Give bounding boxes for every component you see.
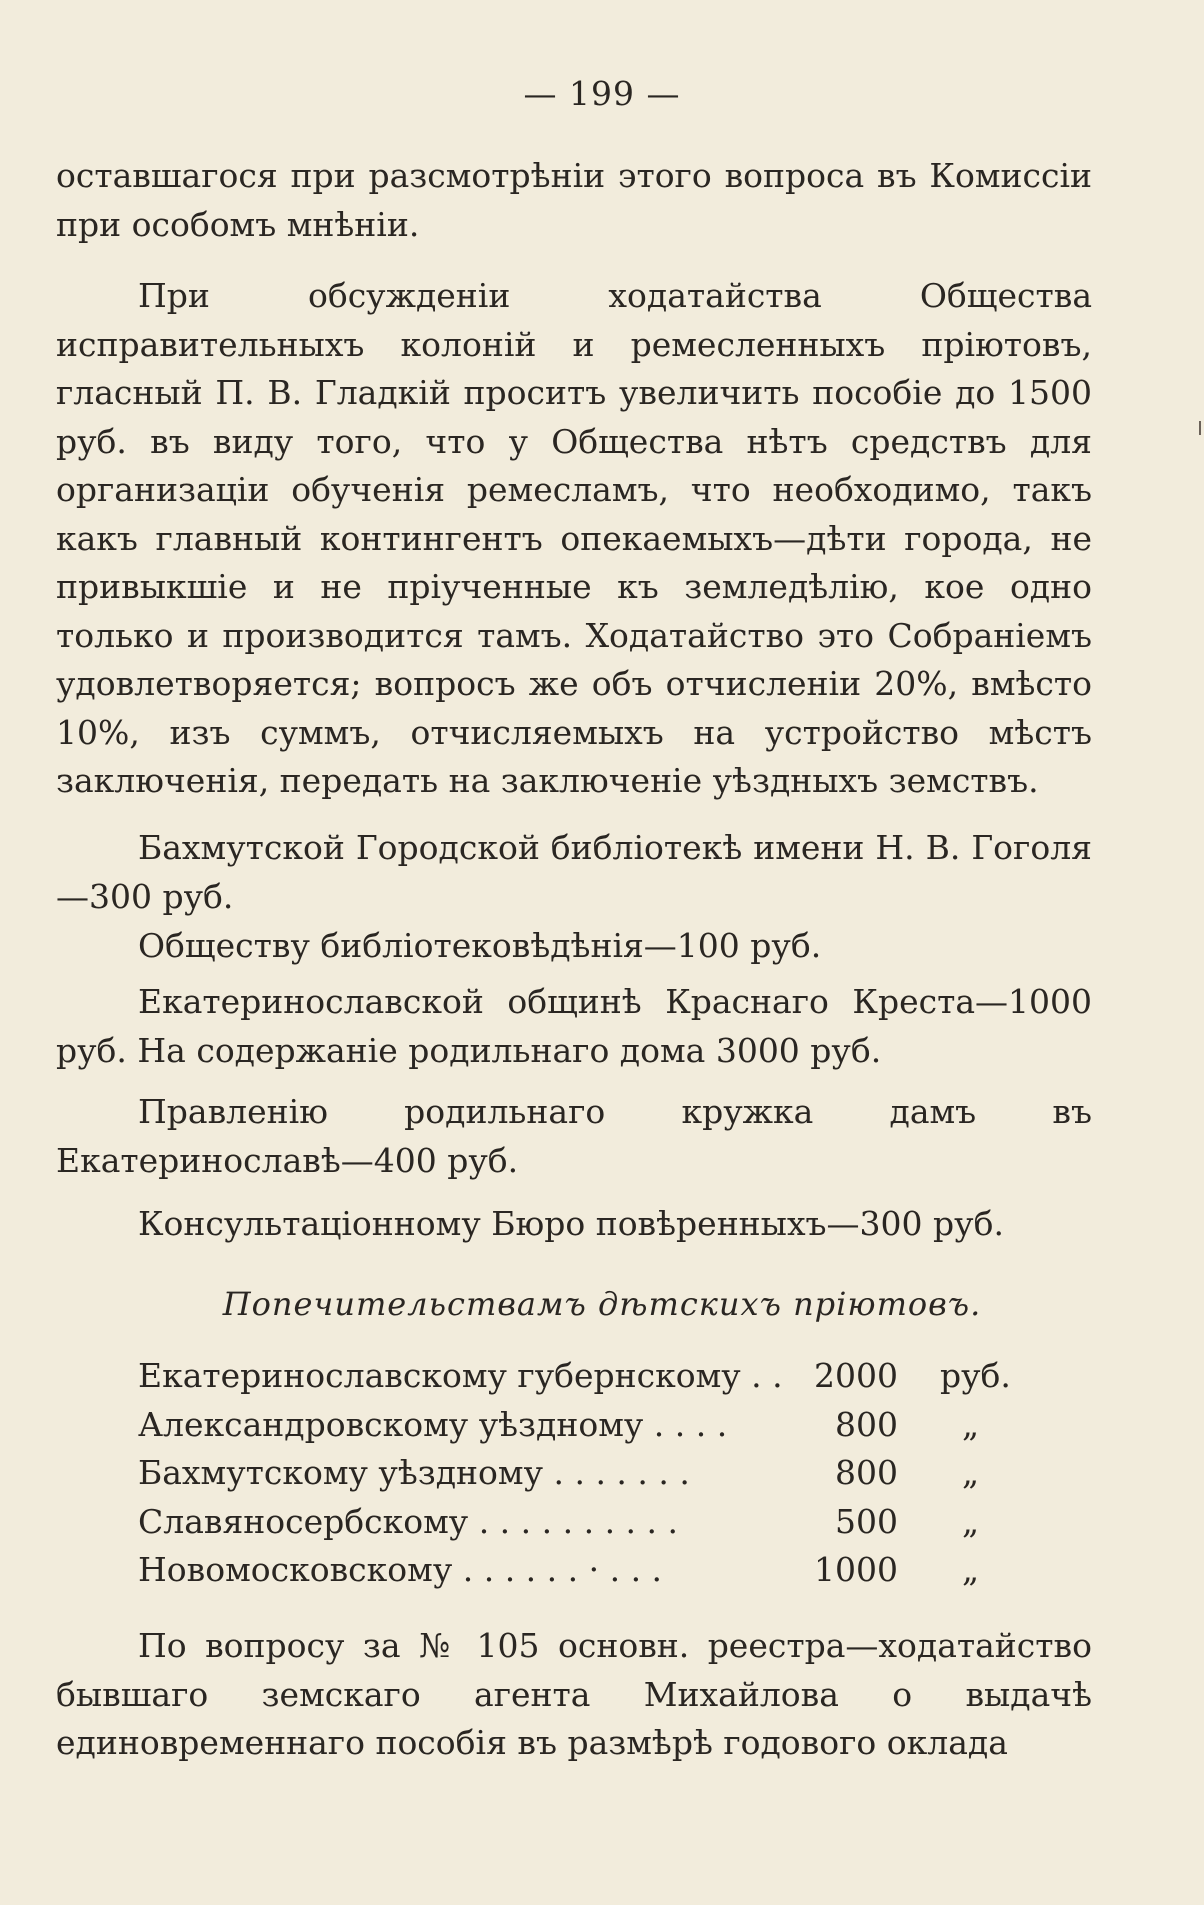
- shelter-name: Екатеринославскому губернскому . .: [138, 1356, 783, 1395]
- shelters-list: [138, 1352, 1038, 1595]
- list-item: [138, 1449, 1038, 1498]
- paragraph-library-society: Обществу библіотековѣдѣнія—100 руб.: [138, 926, 822, 965]
- shelter-unit: руб.: [940, 1356, 1011, 1395]
- shelter-name: Славяносербскому . . . . . . . . . .: [138, 1501, 679, 1541]
- paragraph-correctional-colonies: При обсужденіи ходатайства Общества исправительныхъ колоній и ремесленныхъ пріютовъ, гласный П. В. Гладкій проситъ увеличить пособіе до 1500 руб. въ виду того, что у Общества нѣтъ средствъ для организаціи обученія ремесламъ, что необходимо, такъ какъ главный контингентъ опекаемыхъ—дѣти города, не привыкшіе и не пріученные къ земледѣлію, кое одно только и производится тамъ. Ходатайство это Собраніемъ удовлетворяется; вопросъ же объ отчисленіи 20%, вмѣсто 10%, изъ суммъ, отчисляемыхъ на устройство мѣстъ заключенія, передать на заключеніе уѣздныхъ земствъ.: [56, 276, 1092, 800]
- shelter-amount: 500: [835, 1501, 898, 1541]
- paragraph-bakhmut-library: Бахмутской Городской библіотекѣ имени Н. В. Гоголя—300 руб.: [56, 828, 1092, 916]
- shelter-amount: 800: [835, 1453, 898, 1492]
- shelter-unit: „: [962, 1501, 980, 1541]
- paragraph-ladies-circle: Правленію родильнаго кружка дамъ въ Екатеринославѣ—400 руб.: [56, 1092, 1092, 1180]
- shelter-amount: 1000: [814, 1550, 898, 1589]
- paragraph-consultation-bureau: Консультаціонному Бюро повѣренныхъ—300 руб.: [138, 1204, 1004, 1243]
- list-item: [138, 1498, 1038, 1547]
- shelter-unit: „: [962, 1453, 980, 1492]
- page-number: — 199 —: [523, 74, 681, 113]
- shelter-name: Александровскому уѣздному . . . .: [138, 1404, 728, 1444]
- list-item: [138, 1401, 1038, 1450]
- shelter-amount: 800: [835, 1404, 898, 1444]
- shelter-name: Новомосковскому . . . . . . · . . .: [138, 1550, 663, 1589]
- list-item: [138, 1546, 1038, 1595]
- shelter-unit: „: [962, 1404, 980, 1444]
- shelter-unit: „: [962, 1550, 980, 1589]
- shelter-amount: 2000: [814, 1356, 898, 1395]
- shelter-name: Бахмутскому уѣздному . . . . . . .: [138, 1453, 690, 1492]
- paragraph-commission-opinion: оставшагося при разсмотрѣніи этого вопроса въ Комиссіи при особомъ мнѣніи.: [56, 156, 1092, 244]
- section-heading: Попечительствамъ дѣтскихъ пріютовъ.: [222, 1285, 982, 1323]
- list-item: [138, 1352, 1038, 1401]
- margin-mark: [1199, 421, 1201, 435]
- paragraph-red-cross: Екатеринославской общинѣ Краснаго Креста—1000 руб. На содержаніе родильнаго дома 3000 руб.: [56, 982, 1092, 1070]
- paragraph-mikhailov-petition: По вопросу за № 105 основн. реестра—ходатайство бывшаго земскаго агента Михайлова о выдачѣ единовременнаго пособія въ размѣрѣ годового оклада: [56, 1626, 1092, 1762]
